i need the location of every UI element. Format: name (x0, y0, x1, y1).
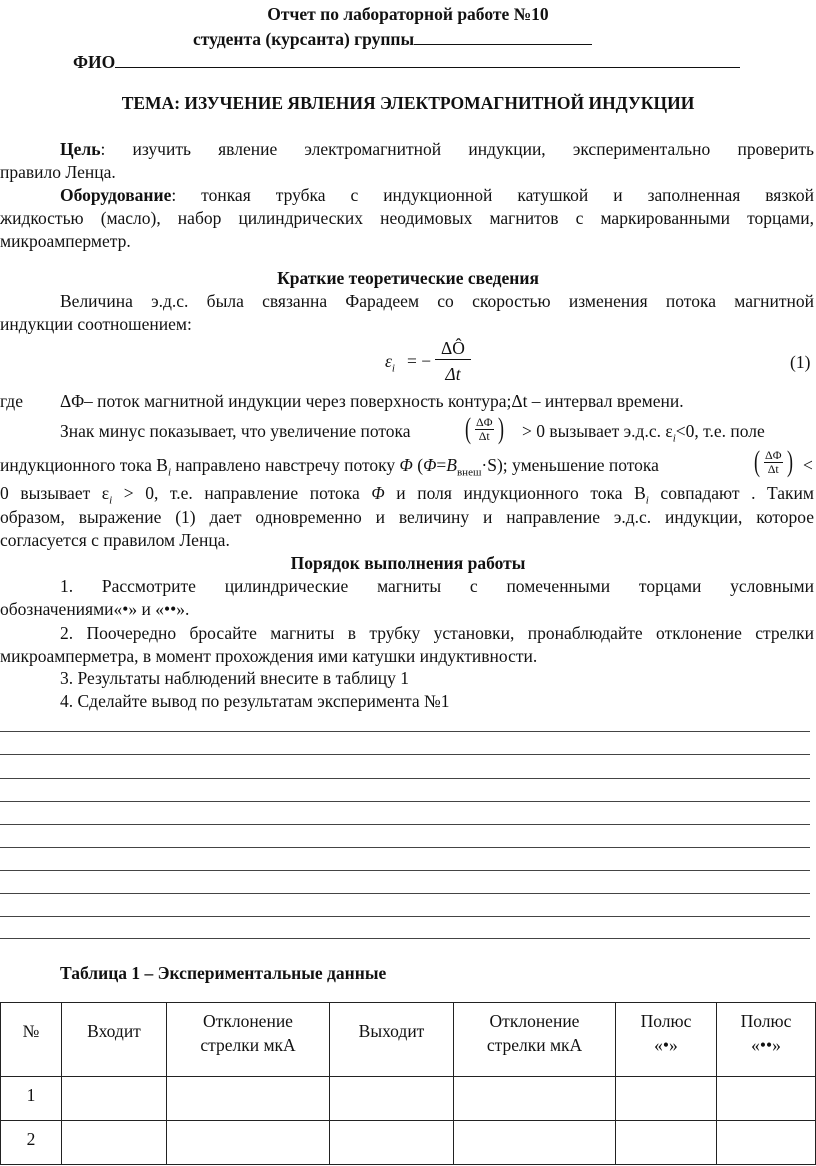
theory-p3-text-e: ·S); уменьшение потока (481, 455, 659, 475)
theory-p4-sub-a: i (109, 494, 113, 507)
flux-rate-den-1: Δt (478, 428, 490, 443)
writing-line[interactable] (0, 801, 810, 802)
equipment-line-1 (60, 184, 814, 207)
formula-numerator: ΔÔ (435, 337, 471, 360)
writing-line[interactable] (0, 893, 810, 894)
topic-text: ТЕМА: ИЗУЧЕНИЕ ЯВЛЕНИЯ ЭЛЕКТРОМАГНИТНОЙ ИНДУКЦИИ (121, 93, 695, 113)
header-deflection-in (167, 1003, 330, 1077)
row-number-text: 1 (26, 1085, 36, 1105)
header-enters (62, 1003, 167, 1077)
formula-denominator: Δt (445, 364, 461, 384)
theory-p3-text-d: = (436, 455, 447, 475)
header-deflection-out-l1: Отклонение (489, 1011, 580, 1031)
step-1-line-1 (60, 575, 814, 598)
topic-heading (0, 92, 816, 115)
header-pole-single-l1: Полюс (640, 1011, 692, 1031)
goal-line-1 (60, 138, 814, 161)
theory-p5-line (0, 506, 814, 529)
table-cell[interactable] (717, 1077, 816, 1121)
step-1-text-1: 1. Рассмотрите цилиндрические магниты с помеченными торцами условными (60, 576, 814, 596)
row-number-text: 2 (26, 1129, 36, 1149)
writing-line[interactable] (0, 938, 810, 939)
theory-p2-sub: i (672, 432, 676, 445)
formula-number: (1) (790, 352, 811, 372)
header-pole-single-l2: «•» (654, 1035, 678, 1055)
theory-p3-line (0, 447, 816, 479)
table-cell[interactable] (330, 1077, 454, 1121)
flux-rate-num-2: ΔΦ (765, 447, 782, 462)
theory-p3-text-f: < (803, 455, 813, 475)
step-4-line (60, 690, 814, 713)
theory-p4-sub-c: i (645, 494, 649, 507)
theory-p3-b: B (446, 455, 457, 475)
header-deflection-in-l1: Отклонение (203, 1011, 293, 1031)
goal-text-1: : изучить явление электромагнитной индукции, экспериментально проверить (100, 139, 814, 159)
table-caption (60, 962, 386, 985)
procedure-heading-text: Порядок выполнения работы (290, 553, 526, 573)
theory-p2-text-a: Знак минус показывает, что увеличение потока (60, 421, 411, 441)
step-2-line-1 (60, 622, 814, 645)
theory-p1-text-2: индукции соотношением: (0, 314, 192, 334)
header-number-text: № (22, 1021, 40, 1041)
step-3-line (60, 667, 814, 690)
equipment-line-3 (0, 230, 814, 253)
writing-line[interactable] (0, 916, 810, 917)
table-cell[interactable] (454, 1121, 616, 1165)
header-pole-double-l1: Полюс (740, 1011, 792, 1031)
step-2-text-2: микроамперметра, в момент прохождения ими катушки индуктивности. (0, 646, 538, 666)
theory-p3-sub-a: i (167, 466, 171, 479)
equipment-text-2: жидкостью (масло), набор цилиндрических неодимовых магнитов с маркированными торцами, (0, 208, 814, 228)
theory-p4-text-a: 0 вызывает ε (0, 483, 110, 503)
theory-p6-line (0, 529, 814, 552)
flux-rate-num-1: ΔΦ (476, 414, 493, 429)
table-cell[interactable] (167, 1121, 330, 1165)
table-header-row (1, 1003, 816, 1077)
row-number (1, 1121, 62, 1165)
theory-p3-text-c: ( (412, 455, 424, 475)
header-enters-text: Входит (87, 1021, 141, 1041)
fio-label: ФИО (73, 52, 116, 72)
header-number (1, 1003, 62, 1077)
goal-label: Цель (60, 139, 101, 159)
header-exits-text: Выходит (358, 1021, 425, 1041)
theory-heading (0, 267, 816, 290)
table-row (1, 1077, 816, 1121)
header-deflection-out (454, 1003, 616, 1077)
step-3-text: 3. Результаты наблюдений внесите в таблицу 1 (60, 668, 410, 688)
theory-p4-phi: Φ (371, 483, 385, 503)
flux-rate-fraction-1: ( $\frac{\Delta\Phi}{\Delta t}$ ) (465, 412, 504, 445)
faraday-formula (385, 333, 505, 389)
theory-p6-text: согласуется с правилом Ленца. (0, 530, 230, 550)
theory-p4-line (0, 482, 814, 505)
flux-rate-den-2: Δt (767, 461, 779, 476)
equipment-label: Оборудование (60, 185, 172, 205)
theory-heading-text: Краткие теоретические сведения (277, 268, 539, 288)
header-pole-double-l2: «••» (751, 1035, 781, 1055)
writing-line[interactable] (0, 778, 810, 779)
table-cell[interactable] (330, 1121, 454, 1165)
header-deflection-out-l2: стрелки мкА (486, 1035, 583, 1055)
table-cell[interactable] (62, 1121, 167, 1165)
step-2-line-2 (0, 645, 814, 668)
report-title (0, 3, 816, 26)
header-pole-double (717, 1003, 816, 1077)
table-cell[interactable] (616, 1121, 717, 1165)
writing-line[interactable] (0, 824, 810, 825)
group-label: студента (курсанта) группы (193, 29, 415, 49)
table-cell[interactable] (717, 1121, 816, 1165)
theory-p3-text-a: индукционного тока B (0, 455, 168, 475)
fio-blank[interactable] (115, 49, 740, 68)
theory-p2-text-c: <0, т.е. поле (675, 421, 765, 441)
where-label: где (0, 391, 23, 411)
table-row (1, 1121, 816, 1165)
theory-p1-line-1 (60, 290, 814, 313)
step-1-line-2 (0, 598, 814, 621)
table-caption-text: Таблица 1 – Экспериментальные данные (60, 963, 387, 983)
writing-line[interactable] (0, 847, 810, 848)
theory-p5-text: образом, выражение (1) дает одновременно и величину и направление э.д.с. индукции, которое (0, 507, 814, 527)
table-cell[interactable] (62, 1077, 167, 1121)
step-2-text-1: 2. Поочередно бросайте магниты в трубку установки, пронаблюдайте отклонение стрелки (60, 623, 814, 643)
equipment-line-2 (0, 207, 814, 230)
theory-p2-text-b: > 0 вызывает э.д.с. ε (522, 421, 673, 441)
formula-emf: ε (385, 351, 392, 371)
row-number (1, 1077, 62, 1121)
equipment-text-3: микроамперметр. (0, 231, 131, 251)
group-blank[interactable] (414, 26, 592, 45)
where-text: ΔΦ– поток магнитной индукции через поверхность контура;Δt – интервал времени. (60, 391, 684, 411)
step-1-text-2: обозначениями«•» и «••». (0, 599, 190, 619)
theory-p3-b-sub: внеш (456, 466, 482, 479)
step-4-text: 4. Сделайте вывод по результатам эксперимента №1 (60, 691, 450, 711)
theory-p4-text-b: > 0, т.е. направление потока (112, 483, 372, 503)
writing-line[interactable] (0, 754, 810, 755)
table-cell[interactable] (167, 1077, 330, 1121)
formula-emf-sub: i (391, 362, 395, 375)
theory-p3-phi2: Φ (423, 455, 437, 475)
formula-equals-minus: = − (407, 351, 432, 371)
table-cell[interactable] (454, 1077, 616, 1121)
table-cell[interactable] (616, 1077, 717, 1121)
experiment-table (0, 1002, 816, 1165)
theory-p4-text-d: совпадают . Таким (648, 483, 814, 503)
writing-line[interactable] (0, 870, 810, 871)
procedure-heading (0, 552, 816, 575)
group-line (193, 26, 633, 51)
header-deflection-in-l2: стрелки мкА (200, 1035, 296, 1055)
flux-rate-fraction-2: ( $\frac{\Delta\Phi}{\Delta t}$ ) (754, 445, 793, 478)
writing-line[interactable] (0, 731, 810, 732)
theory-p3-text-b: направлено навстречу потоку (171, 455, 400, 475)
theory-p4-text-c: и поля индукционного тока B (384, 483, 646, 503)
goal-line-2 (0, 161, 814, 184)
header-pole-single (616, 1003, 717, 1077)
fio-line (73, 49, 753, 74)
goal-text-2: правило Ленца. (0, 162, 116, 182)
report-title-text: Отчет по лабораторной работе №10 (267, 4, 549, 24)
header-exits (330, 1003, 454, 1077)
theory-p1-text-1: Величина э.д.с. была связанна Фарадеем со скоростью изменения потока магнитной (60, 291, 814, 311)
theory-p3-phi: Φ (399, 455, 413, 475)
theory-p2-line (60, 414, 816, 446)
equipment-text-1: : тонкая трубка с индукционной катушкой и заполненная вязкой (171, 185, 814, 205)
